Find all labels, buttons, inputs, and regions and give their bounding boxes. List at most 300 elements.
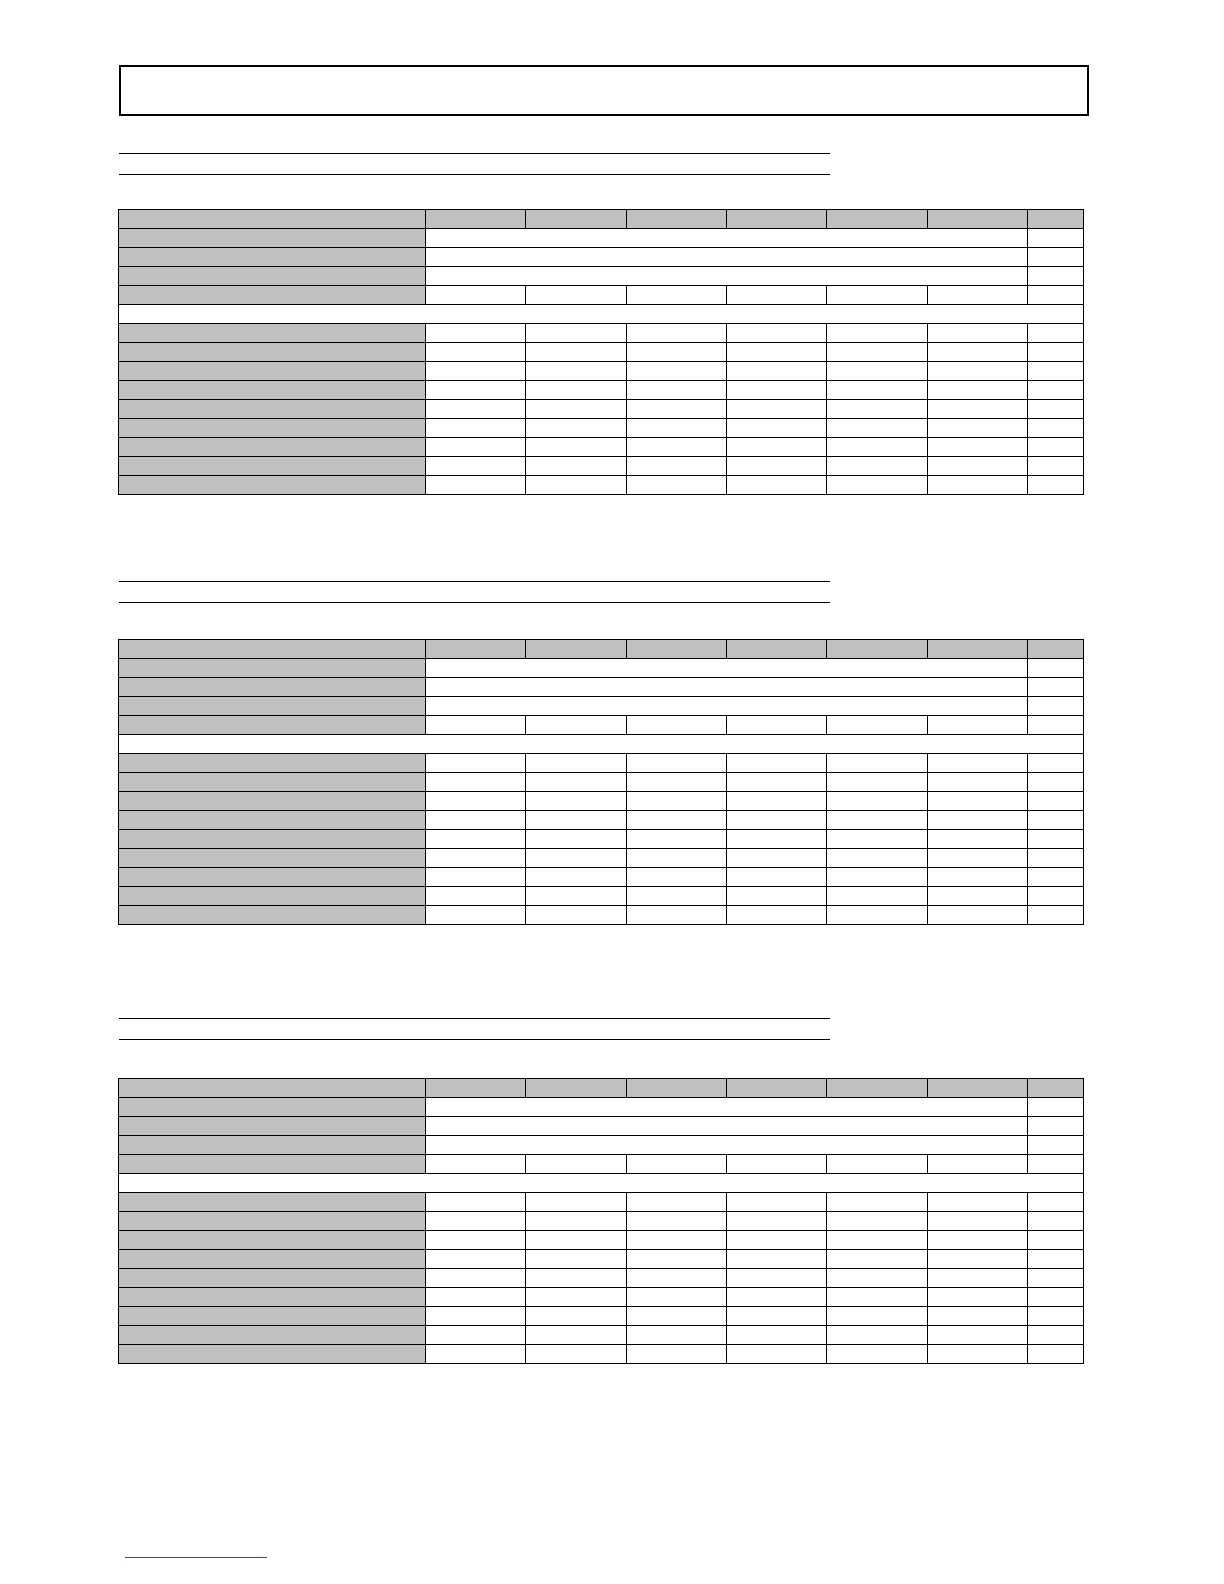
- table-cell-field[interactable]: [1028, 773, 1084, 792]
- table-cell-field[interactable]: [526, 716, 627, 735]
- table-cell-field[interactable]: [1028, 381, 1084, 400]
- table-cell-field[interactable]: [727, 1288, 827, 1307]
- table-cell-field[interactable]: [627, 849, 727, 868]
- table-cell-field[interactable]: [526, 1250, 627, 1269]
- spacer-cell: [119, 735, 1084, 754]
- table-cell-field[interactable]: [1028, 1193, 1084, 1212]
- table-cell-field[interactable]: [827, 754, 928, 773]
- table-cell-field[interactable]: [1028, 1212, 1084, 1231]
- table-cell-field[interactable]: [526, 1288, 627, 1307]
- row-label: [119, 1212, 426, 1231]
- info-value-field[interactable]: [426, 678, 1028, 697]
- table-cell-field[interactable]: [827, 381, 928, 400]
- table-cell-field[interactable]: [426, 1193, 526, 1212]
- table-cell-field[interactable]: [1028, 1231, 1084, 1250]
- table-cell-field[interactable]: [627, 1288, 727, 1307]
- table-cell-field[interactable]: [1028, 716, 1084, 735]
- table-cell-field[interactable]: [627, 343, 727, 362]
- section-2-rule-top: [119, 581, 830, 582]
- row-label: [119, 659, 426, 678]
- table-cell-field[interactable]: [1028, 1269, 1084, 1288]
- table-cell-field[interactable]: [426, 906, 526, 925]
- table-cell-field[interactable]: [526, 286, 627, 305]
- table-cell-field[interactable]: [727, 476, 827, 495]
- table-cell-field[interactable]: [1028, 457, 1084, 476]
- table-cell-field[interactable]: [827, 1269, 928, 1288]
- table-cell-field[interactable]: [526, 754, 627, 773]
- info-value-field[interactable]: [426, 1098, 1028, 1117]
- table-cell-field[interactable]: [526, 849, 627, 868]
- table-cell-field[interactable]: [727, 773, 827, 792]
- table-cell-field[interactable]: [827, 400, 928, 419]
- table-cell-field[interactable]: [627, 324, 727, 343]
- table-cell-field[interactable]: [928, 476, 1028, 495]
- table-cell-field[interactable]: [526, 476, 627, 495]
- table-cell-field[interactable]: [426, 286, 526, 305]
- spacer-cell: [119, 305, 1084, 324]
- row-label: [119, 324, 426, 343]
- table-header-cell: [526, 210, 627, 229]
- table-cell-field[interactable]: [627, 887, 727, 906]
- section-3-subheading: [120, 1020, 830, 1038]
- table-cell-field[interactable]: [627, 286, 727, 305]
- row-label: [119, 1269, 426, 1288]
- table-spacer-row: [119, 735, 1084, 754]
- table-cell-field[interactable]: [727, 1231, 827, 1250]
- info-end-field[interactable]: [1028, 659, 1084, 678]
- info-value-field[interactable]: [426, 229, 1028, 248]
- table-cell-field[interactable]: [426, 887, 526, 906]
- table-header-cell: [1028, 640, 1084, 659]
- table-cell-field[interactable]: [827, 457, 928, 476]
- table-cell-field[interactable]: [928, 887, 1028, 906]
- table-header-cell: [827, 210, 928, 229]
- table-cell-field[interactable]: [727, 906, 827, 925]
- table-cell-field[interactable]: [827, 1326, 928, 1345]
- row-label: [119, 267, 426, 286]
- table-header-cell: [426, 1079, 526, 1098]
- table-row: [119, 887, 1084, 906]
- table-row: [119, 343, 1084, 362]
- table-cell-field[interactable]: [1028, 830, 1084, 849]
- table-cell-field[interactable]: [627, 1231, 727, 1250]
- table-header-row: [119, 640, 1084, 659]
- table-cell-field[interactable]: [1028, 1307, 1084, 1326]
- table-header-cell: [928, 640, 1028, 659]
- table-cell-field[interactable]: [1028, 868, 1084, 887]
- table-cell-field[interactable]: [627, 1155, 727, 1174]
- table-cell-field[interactable]: [928, 1288, 1028, 1307]
- table-cell-field[interactable]: [827, 1155, 928, 1174]
- table-cell-field[interactable]: [827, 324, 928, 343]
- table-cell-field[interactable]: [627, 1326, 727, 1345]
- table-cell-field[interactable]: [426, 1250, 526, 1269]
- table-cell-field[interactable]: [526, 438, 627, 457]
- row-label: [119, 1307, 426, 1326]
- info-value-field[interactable]: [426, 248, 1028, 267]
- table-cell-field[interactable]: [827, 868, 928, 887]
- table-split-row: [119, 286, 1084, 305]
- info-end-field[interactable]: [1028, 1117, 1084, 1136]
- section-2-heading: [120, 562, 830, 580]
- info-end-field[interactable]: [1028, 678, 1084, 697]
- table-cell-field[interactable]: [526, 419, 627, 438]
- table-cell-field[interactable]: [928, 400, 1028, 419]
- table-cell-field[interactable]: [627, 400, 727, 419]
- table-cell-field[interactable]: [627, 362, 727, 381]
- table-cell-field[interactable]: [928, 381, 1028, 400]
- table-cell-field[interactable]: [426, 868, 526, 887]
- table-cell-field[interactable]: [627, 476, 727, 495]
- row-label: [119, 1250, 426, 1269]
- table-cell-field[interactable]: [526, 773, 627, 792]
- table-row: [119, 438, 1084, 457]
- table-cell-field[interactable]: [426, 1326, 526, 1345]
- table-cell-field[interactable]: [1028, 286, 1084, 305]
- table-cell-field[interactable]: [928, 906, 1028, 925]
- table-cell-field[interactable]: [526, 906, 627, 925]
- table-cell-field[interactable]: [827, 1212, 928, 1231]
- table-cell-field[interactable]: [928, 343, 1028, 362]
- info-value-field[interactable]: [426, 659, 1028, 678]
- table-cell-field[interactable]: [727, 792, 827, 811]
- table-cell-field[interactable]: [727, 887, 827, 906]
- table-cell-field[interactable]: [827, 1231, 928, 1250]
- row-label: [119, 868, 426, 887]
- table-cell-field[interactable]: [426, 716, 526, 735]
- table-cell-field[interactable]: [827, 887, 928, 906]
- footer-link[interactable]: [125, 1557, 267, 1558]
- table-row: [119, 849, 1084, 868]
- table-cell-field[interactable]: [426, 1212, 526, 1231]
- table-header-cell: [928, 1079, 1028, 1098]
- table-cell-field[interactable]: [727, 286, 827, 305]
- table-cell-field[interactable]: [827, 1193, 928, 1212]
- row-label: [119, 1136, 426, 1155]
- table-cell-field[interactable]: [928, 1231, 1028, 1250]
- table-cell-field[interactable]: [827, 792, 928, 811]
- info-end-field[interactable]: [1028, 1136, 1084, 1155]
- table-cell-field[interactable]: [928, 1193, 1028, 1212]
- table-cell-field[interactable]: [627, 438, 727, 457]
- row-label: [119, 286, 426, 305]
- table-cell-field[interactable]: [526, 324, 627, 343]
- table-cell-field[interactable]: [627, 1269, 727, 1288]
- table-cell-field[interactable]: [928, 1155, 1028, 1174]
- table-cell-field[interactable]: [727, 400, 827, 419]
- table-header-cell: [727, 210, 827, 229]
- table-cell-field[interactable]: [1028, 400, 1084, 419]
- table-cell-field[interactable]: [827, 716, 928, 735]
- info-end-field[interactable]: [1028, 267, 1084, 286]
- table-cell-field[interactable]: [426, 1288, 526, 1307]
- table-cell-field[interactable]: [1028, 438, 1084, 457]
- table-cell-field[interactable]: [426, 792, 526, 811]
- table-cell-field[interactable]: [526, 400, 627, 419]
- table-cell-field[interactable]: [526, 1345, 627, 1364]
- section-3-rule-bottom: [119, 1039, 830, 1040]
- table-cell-field[interactable]: [727, 381, 827, 400]
- table-row: [119, 792, 1084, 811]
- table-cell-field[interactable]: [928, 438, 1028, 457]
- table-cell-field[interactable]: [426, 419, 526, 438]
- table-cell-field[interactable]: [627, 716, 727, 735]
- table-cell-field[interactable]: [827, 286, 928, 305]
- table-cell-field[interactable]: [1028, 906, 1084, 925]
- table-cell-field[interactable]: [426, 849, 526, 868]
- table-header-cell: [1028, 210, 1084, 229]
- row-label: [119, 1193, 426, 1212]
- section-1-rule-top: [119, 153, 830, 154]
- table-cell-field[interactable]: [827, 849, 928, 868]
- table-cell-field[interactable]: [1028, 1250, 1084, 1269]
- table-cell-field[interactable]: [928, 868, 1028, 887]
- table-cell-field[interactable]: [627, 457, 727, 476]
- table-cell-field[interactable]: [727, 1345, 827, 1364]
- table-row: [119, 476, 1084, 495]
- table-cell-field[interactable]: [928, 419, 1028, 438]
- table-row: [119, 1212, 1084, 1231]
- table-cell-field[interactable]: [827, 1250, 928, 1269]
- row-label: [119, 830, 426, 849]
- table-cell-field[interactable]: [526, 1155, 627, 1174]
- table-cell-field[interactable]: [526, 811, 627, 830]
- table-header-cell: [727, 1079, 827, 1098]
- row-label: [119, 362, 426, 381]
- table-cell-field[interactable]: [627, 792, 727, 811]
- info-value-field[interactable]: [426, 697, 1028, 716]
- table-split-row: [119, 716, 1084, 735]
- table-cell-field[interactable]: [426, 811, 526, 830]
- table-cell-field[interactable]: [928, 362, 1028, 381]
- table-cell-field[interactable]: [1028, 1288, 1084, 1307]
- table-cell-field[interactable]: [627, 1345, 727, 1364]
- table-cell-field[interactable]: [727, 830, 827, 849]
- table-cell-field[interactable]: [627, 754, 727, 773]
- table-row: [119, 400, 1084, 419]
- table-cell-field[interactable]: [928, 286, 1028, 305]
- row-label: [119, 438, 426, 457]
- table-header-cell: [119, 210, 426, 229]
- info-value-field[interactable]: [426, 267, 1028, 286]
- row-label: [119, 1345, 426, 1364]
- table-cell-field[interactable]: [928, 1212, 1028, 1231]
- table-cell-field[interactable]: [727, 1269, 827, 1288]
- table-cell-field[interactable]: [627, 868, 727, 887]
- table-cell-field[interactable]: [1028, 476, 1084, 495]
- table-cell-field[interactable]: [627, 906, 727, 925]
- table-cell-field[interactable]: [526, 1231, 627, 1250]
- info-end-field[interactable]: [1028, 697, 1084, 716]
- info-end-field[interactable]: [1028, 1098, 1084, 1117]
- table-cell-field[interactable]: [727, 343, 827, 362]
- table-cell-field[interactable]: [928, 457, 1028, 476]
- table-cell-field[interactable]: [526, 1326, 627, 1345]
- table-cell-field[interactable]: [526, 887, 627, 906]
- table-cell-field[interactable]: [928, 811, 1028, 830]
- table-cell-field[interactable]: [426, 1345, 526, 1364]
- table-cell-field[interactable]: [827, 1288, 928, 1307]
- section-3-heading: [120, 999, 830, 1017]
- table-cell-field[interactable]: [928, 324, 1028, 343]
- table-split-row: [119, 1155, 1084, 1174]
- table-cell-field[interactable]: [526, 1193, 627, 1212]
- table-cell-field[interactable]: [827, 419, 928, 438]
- table-cell-field[interactable]: [827, 476, 928, 495]
- table-cell-field[interactable]: [727, 811, 827, 830]
- table-cell-field[interactable]: [1028, 1345, 1084, 1364]
- table-cell-field[interactable]: [627, 1307, 727, 1326]
- table-row: [119, 773, 1084, 792]
- table-cell-field[interactable]: [627, 1250, 727, 1269]
- row-label: [119, 716, 426, 735]
- table-header-row: [119, 210, 1084, 229]
- table-cell-field[interactable]: [1028, 849, 1084, 868]
- table-cell-field[interactable]: [928, 830, 1028, 849]
- table-cell-field[interactable]: [1028, 754, 1084, 773]
- table-cell-field[interactable]: [526, 1307, 627, 1326]
- table-cell-field[interactable]: [526, 362, 627, 381]
- table-cell-field[interactable]: [1028, 887, 1084, 906]
- table-cell-field[interactable]: [426, 773, 526, 792]
- table-cell-field[interactable]: [526, 343, 627, 362]
- table-cell-field[interactable]: [426, 476, 526, 495]
- table-spacer-row: [119, 305, 1084, 324]
- table-cell-field[interactable]: [426, 362, 526, 381]
- table-cell-field[interactable]: [1028, 362, 1084, 381]
- row-label: [119, 1117, 426, 1136]
- table-cell-field[interactable]: [827, 830, 928, 849]
- table-cell-field[interactable]: [827, 811, 928, 830]
- table-cell-field[interactable]: [627, 830, 727, 849]
- table-cell-field[interactable]: [426, 457, 526, 476]
- info-end-field[interactable]: [1028, 229, 1084, 248]
- table-cell-field[interactable]: [928, 1250, 1028, 1269]
- table-cell-field[interactable]: [426, 1269, 526, 1288]
- table-info-row: [119, 697, 1084, 716]
- table-row: [119, 457, 1084, 476]
- table-cell-field[interactable]: [426, 1231, 526, 1250]
- table-header-cell: [119, 640, 426, 659]
- table-cell-field[interactable]: [928, 716, 1028, 735]
- table-cell-field[interactable]: [426, 324, 526, 343]
- table-cell-field[interactable]: [928, 1307, 1028, 1326]
- table-cell-field[interactable]: [426, 438, 526, 457]
- table-row: [119, 362, 1084, 381]
- table-cell-field[interactable]: [928, 849, 1028, 868]
- table-cell-field[interactable]: [727, 868, 827, 887]
- table-cell-field[interactable]: [627, 1212, 727, 1231]
- table-cell-field[interactable]: [727, 1193, 827, 1212]
- table-cell-field[interactable]: [727, 438, 827, 457]
- table-cell-field[interactable]: [526, 1269, 627, 1288]
- row-label: [119, 678, 426, 697]
- table-cell-field[interactable]: [727, 1307, 827, 1326]
- row-label: [119, 849, 426, 868]
- row-label: [119, 229, 426, 248]
- table-cell-field[interactable]: [1028, 1155, 1084, 1174]
- table-cell-field[interactable]: [827, 343, 928, 362]
- table-cell-field[interactable]: [627, 419, 727, 438]
- table-cell-field[interactable]: [928, 1345, 1028, 1364]
- table-cell-field[interactable]: [426, 754, 526, 773]
- table-cell-field[interactable]: [426, 343, 526, 362]
- section-3-table: [118, 1078, 1084, 1364]
- table-cell-field[interactable]: [526, 381, 627, 400]
- spacer-cell: [119, 1174, 1084, 1193]
- table-cell-field[interactable]: [526, 830, 627, 849]
- table-cell-field[interactable]: [928, 1326, 1028, 1345]
- table-cell-field[interactable]: [727, 849, 827, 868]
- table-cell-field[interactable]: [727, 1250, 827, 1269]
- table-cell-field[interactable]: [827, 1345, 928, 1364]
- table-cell-field[interactable]: [827, 362, 928, 381]
- table-cell-field[interactable]: [526, 868, 627, 887]
- table-header-cell: [627, 1079, 727, 1098]
- table-cell-field[interactable]: [426, 830, 526, 849]
- table-cell-field[interactable]: [627, 811, 727, 830]
- section-2-table: [118, 639, 1084, 925]
- table-cell-field[interactable]: [727, 419, 827, 438]
- table-cell-field[interactable]: [827, 773, 928, 792]
- table-cell-field[interactable]: [827, 906, 928, 925]
- table-header-cell: [426, 640, 526, 659]
- table-cell-field[interactable]: [1028, 419, 1084, 438]
- table-cell-field[interactable]: [627, 1193, 727, 1212]
- table-cell-field[interactable]: [727, 457, 827, 476]
- table-cell-field[interactable]: [627, 773, 727, 792]
- row-label: [119, 754, 426, 773]
- table-cell-field[interactable]: [426, 1155, 526, 1174]
- table-cell-field[interactable]: [1028, 811, 1084, 830]
- table-cell-field[interactable]: [727, 1326, 827, 1345]
- table-cell-field[interactable]: [928, 792, 1028, 811]
- table-cell-field[interactable]: [526, 792, 627, 811]
- table-cell-field[interactable]: [1028, 324, 1084, 343]
- table-cell-field[interactable]: [627, 381, 727, 400]
- table-header-cell: [426, 210, 526, 229]
- table-cell-field[interactable]: [426, 381, 526, 400]
- table-cell-field[interactable]: [928, 1269, 1028, 1288]
- info-value-field[interactable]: [426, 1136, 1028, 1155]
- table-cell-field[interactable]: [827, 1307, 928, 1326]
- table-info-row: [119, 248, 1084, 267]
- table-cell-field[interactable]: [1028, 1326, 1084, 1345]
- table-cell-field[interactable]: [727, 324, 827, 343]
- info-value-field[interactable]: [426, 1117, 1028, 1136]
- table-cell-field[interactable]: [426, 400, 526, 419]
- table-header-cell: [827, 1079, 928, 1098]
- table-cell-field[interactable]: [827, 438, 928, 457]
- row-label: [119, 381, 426, 400]
- table-cell-field[interactable]: [928, 754, 1028, 773]
- table-cell-field[interactable]: [727, 1155, 827, 1174]
- info-end-field[interactable]: [1028, 248, 1084, 267]
- table-row: [119, 1231, 1084, 1250]
- table-cell-field[interactable]: [526, 457, 627, 476]
- table-cell-field[interactable]: [928, 773, 1028, 792]
- table-cell-field[interactable]: [727, 362, 827, 381]
- table-cell-field[interactable]: [1028, 792, 1084, 811]
- table-cell-field[interactable]: [1028, 343, 1084, 362]
- table-cell-field[interactable]: [727, 754, 827, 773]
- table-cell-field[interactable]: [426, 1307, 526, 1326]
- table-cell-field[interactable]: [526, 1212, 627, 1231]
- table-info-row: [119, 267, 1084, 286]
- table-cell-field[interactable]: [727, 1212, 827, 1231]
- table-row: [119, 419, 1084, 438]
- table-cell-field[interactable]: [727, 716, 827, 735]
